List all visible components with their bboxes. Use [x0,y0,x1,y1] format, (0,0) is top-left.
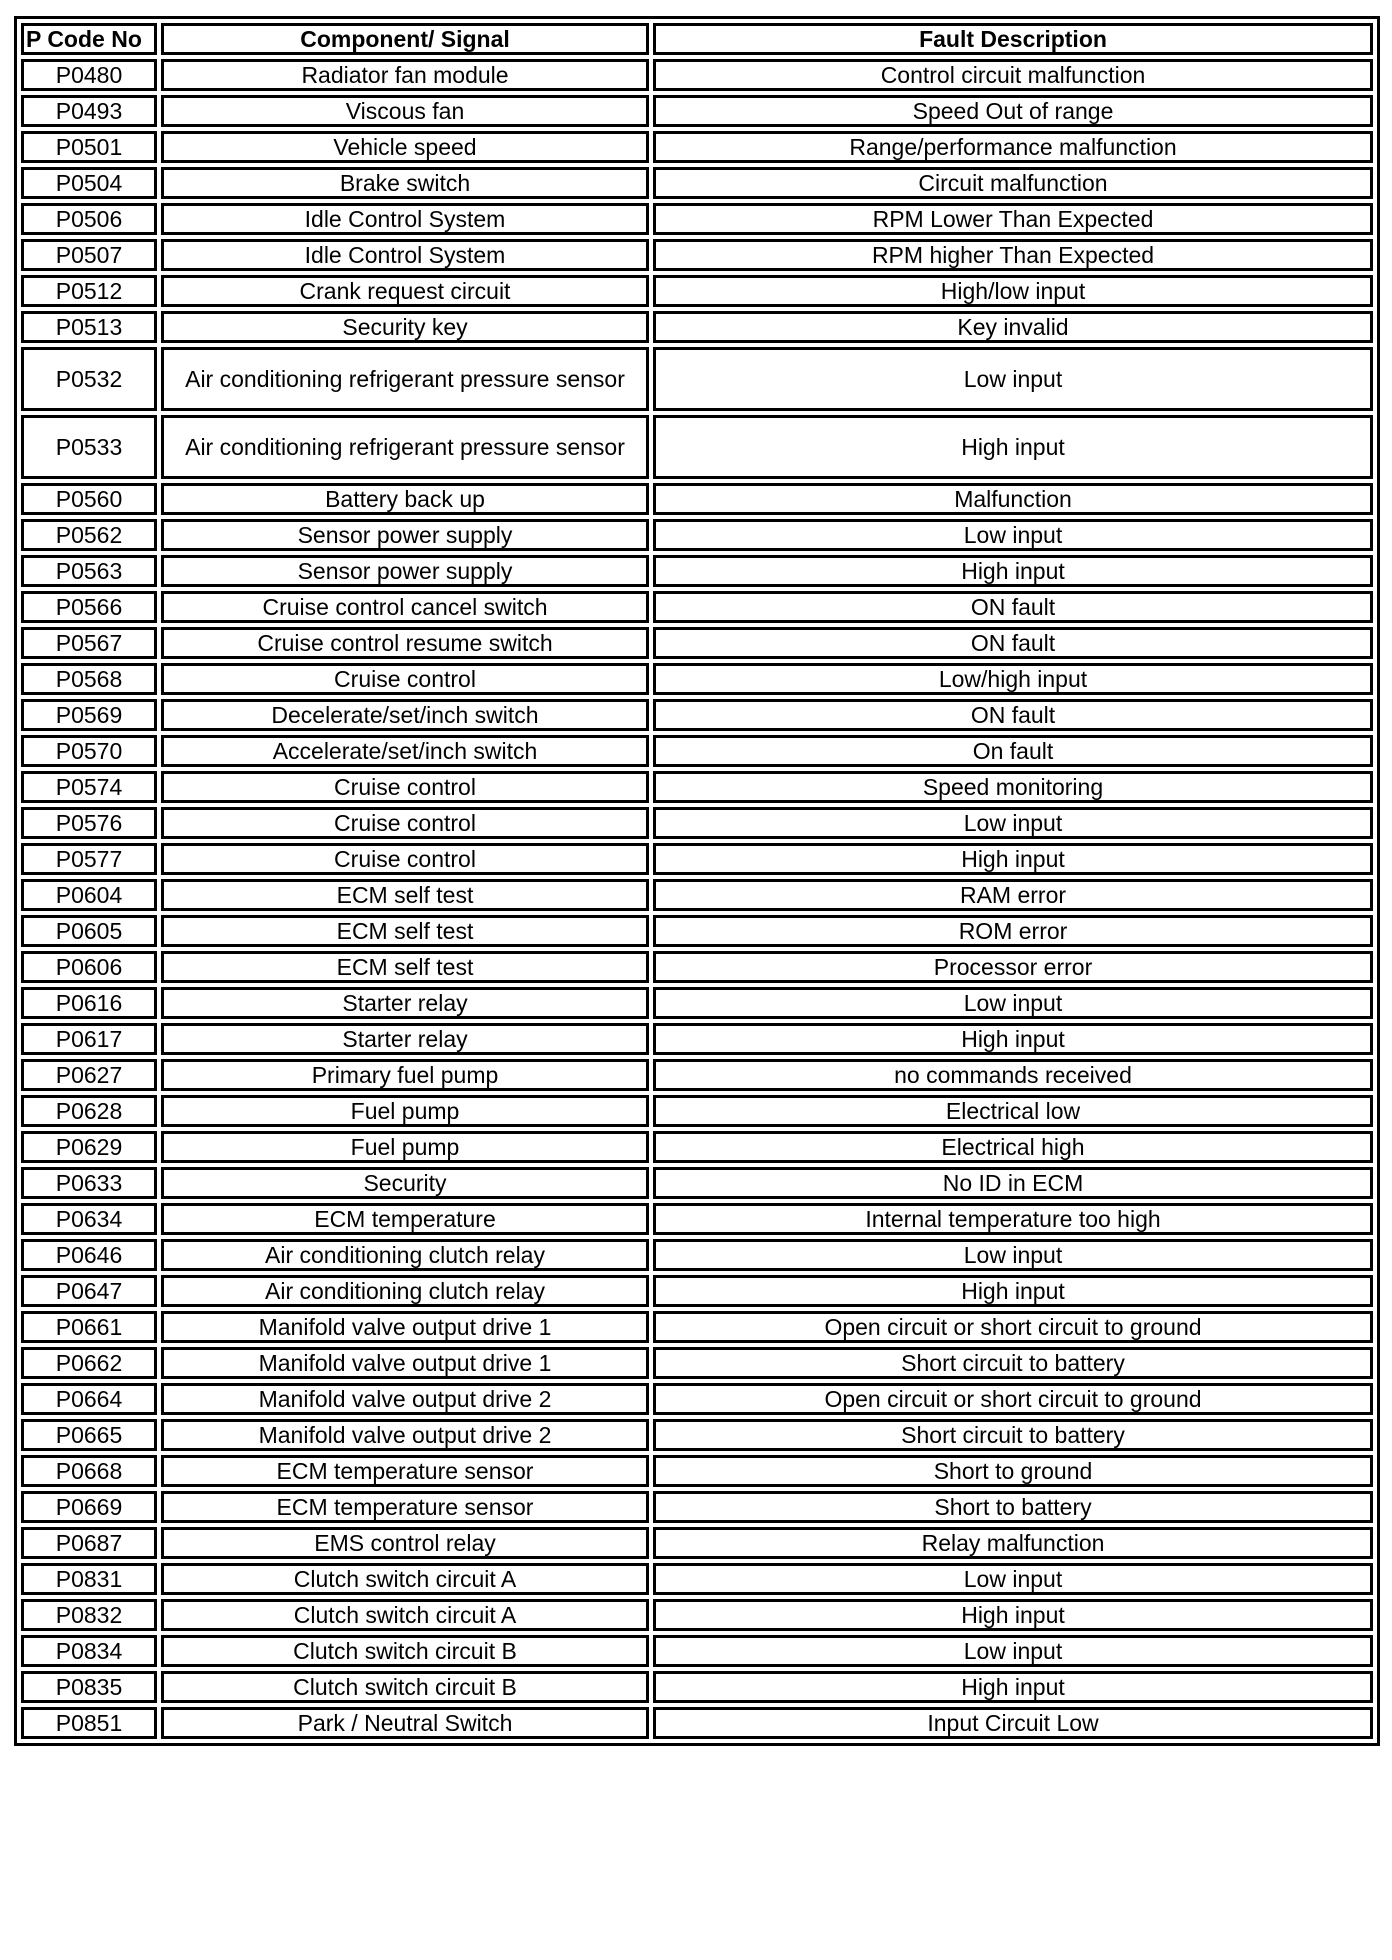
fault-cell: Short to battery [653,1491,1373,1523]
fault-cell: Electrical low [653,1095,1373,1127]
code-cell: P0533 [21,415,157,479]
fault-cell: Open circuit or short circuit to ground [653,1311,1373,1343]
fault-cell: Low input [653,1239,1373,1271]
component-cell: Decelerate/set/inch switch [161,699,649,731]
fault-cell: Key invalid [653,311,1373,343]
code-cell: P0560 [21,483,157,515]
fault-cell: Circuit malfunction [653,167,1373,199]
component-cell: Clutch switch circuit B [161,1635,649,1667]
component-cell: Air conditioning clutch relay [161,1275,649,1307]
code-cell: P0480 [21,59,157,91]
table-row [21,347,1373,411]
code-cell: P0576 [21,807,157,839]
code-cell: P0568 [21,663,157,695]
component-cell: Battery back up [161,483,649,515]
fault-cell: No ID in ECM [653,1167,1373,1199]
fault-cell: RAM error [653,879,1373,911]
fault-cell: Low input [653,347,1373,411]
code-cell: P0633 [21,1167,157,1199]
table-row [21,951,1373,983]
code-cell: P0570 [21,735,157,767]
table-row [21,59,1373,91]
table-row [21,1059,1373,1091]
component-cell: Crank request circuit [161,275,649,307]
fault-cell: Processor error [653,951,1373,983]
code-cell: P0605 [21,915,157,947]
fault-cell: Internal temperature too high [653,1203,1373,1235]
component-cell: Idle Control System [161,239,649,271]
fault-cell: Low input [653,987,1373,1019]
component-cell: Brake switch [161,167,649,199]
code-cell: P0664 [21,1383,157,1415]
fault-cell: High input [653,555,1373,587]
header-fault: Fault Description [653,23,1373,55]
fault-cell: Low input [653,807,1373,839]
code-cell: P0665 [21,1419,157,1451]
code-cell: P0616 [21,987,157,1019]
component-cell: Accelerate/set/inch switch [161,735,649,767]
table-row [21,203,1373,235]
table-row [21,1527,1373,1559]
fault-cell: ROM error [653,915,1373,947]
component-cell: Starter relay [161,987,649,1019]
table-row [21,699,1373,731]
component-cell: Cruise control cancel switch [161,591,649,623]
code-cell: P0513 [21,311,157,343]
fault-cell: Open circuit or short circuit to ground [653,1383,1373,1415]
code-cell: P0532 [21,347,157,411]
table-row [21,1203,1373,1235]
fault-cell: Low input [653,519,1373,551]
component-cell: Air conditioning refrigerant pressure sensor [161,415,649,479]
fault-cell: High input [653,1275,1373,1307]
component-cell: Sensor power supply [161,555,649,587]
component-cell: Manifold valve output drive 1 [161,1347,649,1379]
component-cell: Primary fuel pump [161,1059,649,1091]
component-cell: Clutch switch circuit A [161,1599,649,1631]
code-cell: P0668 [21,1455,157,1487]
fault-cell: Low input [653,1635,1373,1667]
component-cell: Clutch switch circuit A [161,1563,649,1595]
code-cell: P0493 [21,95,157,127]
component-cell: ECM temperature [161,1203,649,1235]
code-cell: P0669 [21,1491,157,1523]
table-row [21,1419,1373,1451]
fault-cell: Speed monitoring [653,771,1373,803]
fault-cell: ON fault [653,699,1373,731]
table-row [21,1635,1373,1667]
table-row [21,1167,1373,1199]
component-cell: ECM self test [161,951,649,983]
fault-cell: High input [653,843,1373,875]
table-row [21,1671,1373,1703]
component-cell: Manifold valve output drive 2 [161,1383,649,1415]
code-cell: P0617 [21,1023,157,1055]
code-cell: P0606 [21,951,157,983]
code-cell: P0577 [21,843,157,875]
table-row [21,1455,1373,1487]
table-row [21,311,1373,343]
component-cell: ECM temperature sensor [161,1491,649,1523]
table-row [21,1347,1373,1379]
table-row [21,663,1373,695]
component-cell: Cruise control [161,663,649,695]
table-body [21,59,1373,1739]
table-row [21,239,1373,271]
code-cell: P0566 [21,591,157,623]
code-cell: P0661 [21,1311,157,1343]
component-cell: Park / Neutral Switch [161,1707,649,1739]
code-cell: P0835 [21,1671,157,1703]
code-cell: P0507 [21,239,157,271]
table-row [21,131,1373,163]
component-cell: Air conditioning refrigerant pressure sensor [161,347,649,411]
header-component: Component/ Signal [161,23,649,55]
table-row [21,1131,1373,1163]
table-row [21,915,1373,947]
fault-cell: RPM Lower Than Expected [653,203,1373,235]
code-cell: P0646 [21,1239,157,1271]
table-row [21,1239,1373,1271]
header-code: P Code No [21,23,157,55]
code-cell: P0604 [21,879,157,911]
component-cell: Security [161,1167,649,1199]
code-cell: P0504 [21,167,157,199]
table-row [21,95,1373,127]
code-cell: P0634 [21,1203,157,1235]
table-row [21,987,1373,1019]
component-cell: Vehicle speed [161,131,649,163]
table-row [21,591,1373,623]
code-cell: P0687 [21,1527,157,1559]
fault-cell: RPM higher Than Expected [653,239,1373,271]
component-cell: Clutch switch circuit B [161,1671,649,1703]
component-cell: Starter relay [161,1023,649,1055]
component-cell: Fuel pump [161,1131,649,1163]
fault-cell: Low input [653,1563,1373,1595]
code-cell: P0647 [21,1275,157,1307]
fault-cell: High input [653,1023,1373,1055]
table-row [21,1563,1373,1595]
table-row [21,415,1373,479]
table-row [21,1095,1373,1127]
fault-cell: High/low input [653,275,1373,307]
component-cell: Fuel pump [161,1095,649,1127]
table-row [21,275,1373,307]
code-cell: P0851 [21,1707,157,1739]
fault-cell: Speed Out of range [653,95,1373,127]
fault-cell: Electrical high [653,1131,1373,1163]
component-cell: Manifold valve output drive 2 [161,1419,649,1451]
fault-cell: Relay malfunction [653,1527,1373,1559]
table-row [21,627,1373,659]
component-cell: Viscous fan [161,95,649,127]
component-cell: Air conditioning clutch relay [161,1239,649,1271]
fault-cell: Range/performance malfunction [653,131,1373,163]
fault-cell: Short to ground [653,1455,1373,1487]
table-header-row [21,23,1373,55]
component-cell: Cruise control resume switch [161,627,649,659]
fault-cell: High input [653,1671,1373,1703]
table-row [21,1707,1373,1739]
component-cell: ECM self test [161,879,649,911]
table-row [21,1491,1373,1523]
fault-cell: Control circuit malfunction [653,59,1373,91]
code-cell: P0574 [21,771,157,803]
fault-cell: Low/high input [653,663,1373,695]
code-cell: P0832 [21,1599,157,1631]
table-row [21,843,1373,875]
table-row [21,1023,1373,1055]
table-row [21,807,1373,839]
fault-cell: ON fault [653,627,1373,659]
table-row [21,1275,1373,1307]
code-cell: P0567 [21,627,157,659]
fault-cell: Short circuit to battery [653,1347,1373,1379]
fault-cell: no commands received [653,1059,1373,1091]
code-cell: P0627 [21,1059,157,1091]
fault-cell: On fault [653,735,1373,767]
table-row [21,879,1373,911]
table-row [21,1383,1373,1415]
code-cell: P0831 [21,1563,157,1595]
component-cell: Security key [161,311,649,343]
code-cell: P0662 [21,1347,157,1379]
table-row [21,519,1373,551]
component-cell: Manifold valve output drive 1 [161,1311,649,1343]
table-row [21,555,1373,587]
component-cell: Idle Control System [161,203,649,235]
component-cell: Cruise control [161,807,649,839]
component-cell: Radiator fan module [161,59,649,91]
component-cell: EMS control relay [161,1527,649,1559]
table-row [21,1599,1373,1631]
code-cell: P0562 [21,519,157,551]
fault-cell: Short circuit to battery [653,1419,1373,1451]
table-row [21,1311,1373,1343]
code-cell: P0563 [21,555,157,587]
table-row [21,771,1373,803]
component-cell: Sensor power supply [161,519,649,551]
fault-code-sheet [14,16,1380,1746]
fault-cell: High input [653,415,1373,479]
code-cell: P0501 [21,131,157,163]
code-cell: P0506 [21,203,157,235]
component-cell: ECM self test [161,915,649,947]
component-cell: Cruise control [161,771,649,803]
component-cell: Cruise control [161,843,649,875]
component-cell: ECM temperature sensor [161,1455,649,1487]
code-cell: P0569 [21,699,157,731]
fault-cell: Malfunction [653,483,1373,515]
code-cell: P0628 [21,1095,157,1127]
code-cell: P0629 [21,1131,157,1163]
table-row [21,735,1373,767]
code-cell: P0834 [21,1635,157,1667]
table-row [21,483,1373,515]
fault-cell: Input Circuit Low [653,1707,1373,1739]
table-row [21,167,1373,199]
fault-cell: ON fault [653,591,1373,623]
fault-code-table [17,19,1377,1743]
code-cell: P0512 [21,275,157,307]
fault-cell: High input [653,1599,1373,1631]
